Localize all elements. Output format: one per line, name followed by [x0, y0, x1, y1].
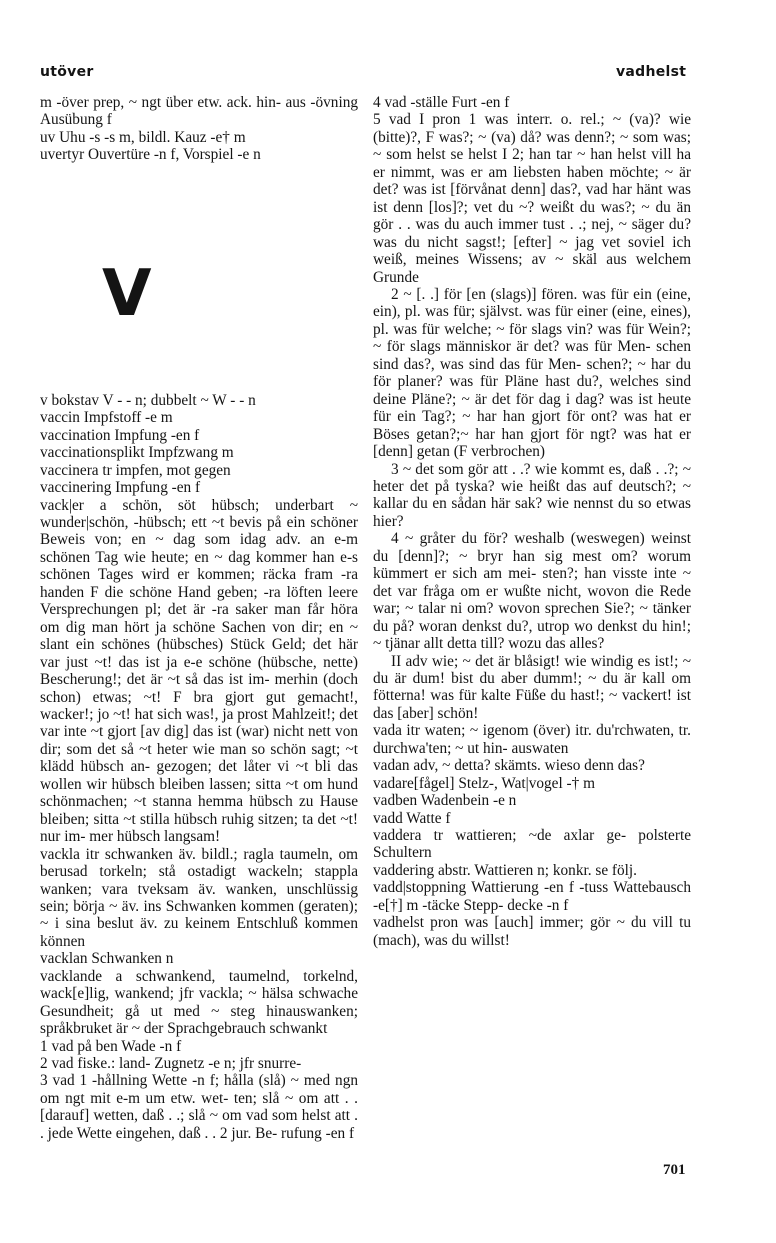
entry-vaccination: vaccination Impfung -en f [40, 426, 200, 444]
entry-vadd: vadd Watte f [373, 809, 451, 827]
entry-continuation: m -över prep, ~ ngt über etw. ack. hin- aus -övning Ausübung f [40, 94, 358, 129]
entry-vadben: vadben Wadenbein -e n [373, 792, 517, 810]
entry-vaccinationsplikt: vaccinationsplikt Impfzwang m [40, 444, 234, 462]
entry-vaddstoppning: vadd|stoppning Wattierung -en f -tuss Wattebausch -e[†] m -täcke Stepp- decke -n f [373, 879, 691, 914]
running-head-right: vadhelst [616, 64, 687, 80]
entry-5-vad-adverb: II adv wie; ~ det är blåsigt! wie windig es ist!; ~ du är dum! bist du aber dumm!; ~ du är kall om fötterna! was für kalte Füße du hast!; ~ vackert! ist das [aber] schön! [373, 652, 691, 722]
entry-vadan: vadan adv, ~ detta? skämts. wieso denn das? [373, 757, 645, 775]
entry-uv: uv Uhu -s -s m, bildl. Kauz -e† m [40, 128, 246, 146]
entry-vaddera: vaddera tr wattieren; ~de axlar ge- polsterte Schultern [373, 827, 691, 862]
entry-vacker: vack|er a schön, söt hübsch; underbart ~ wunder|schön, -hübsch; ett ~t bevis på ein schöner Beweis von; en ~ dag som idag adv. an e-m schönen Tag wie heute; en ~ dag kommer han e-s schönen Tages wird er kommen; räcka fram -ra handen F die schöne Hand geben; -ra löften leere Versprechungen pl; det är -ra saker man får höra om dig man hört ja schöne Sachen von dir; en ~ slant ein schönes (hübsches) Stück Geld; det här var just ~t! das ist ja e-e schöne (hübsche, nette) Bescherung!; det är ~t så das ist im- merhin (doch schon) etwas; ~t! F bra gjort gut gemacht!, wacker!; jo ~t! hat sich was!, ja prost Mahlzeit!; det var inte ~t gjort [av dig] das ist (war) nicht nett von dir; som det så ~t heter wie man so schön sagt; ~t klädd hübsch an- gezogen; det låter vi ~t bli das wollen wir hübsch bleiben lassen; sitta ~t om hund schönmachen; ~t stanna hemma hübsch zu Hause bleiben; sitta ~t stilla hübsch ruhig sitzen; ta det ~t! nur im- mer hübsch langsam! [40, 496, 358, 846]
entry-vada: vada itr waten; ~ igenom (över) itr. du'rchwaten, tr. durchwa'ten; ~ ut hin- auswaten [373, 722, 691, 757]
page-number: 701 [663, 1162, 686, 1178]
section-letter: V [102, 256, 152, 331]
entry-4-vad: 4 vad -ställe Furt -en f [373, 94, 510, 111]
right-column [373, 94, 691, 949]
entry-vaddering: vaddering abstr. Wattieren n; konkr. se följ. [373, 861, 637, 879]
entry-vaccinera: vaccinera tr impfen, mot gegen [40, 461, 231, 479]
entry-uvertyr: uvertyr Ouvertüre -n f, Vorspiel -e n [40, 146, 261, 164]
entry-vadhelst: vadhelst pron was [auch] immer; gör ~ du vill tu (mach), was du willst! [373, 914, 691, 949]
entry-5-vad-sense-4: 4 ~ gråter du för? weshalb (weswegen) weinst du [denn]?; ~ bryr han sig mest om? worum kümmert er sich am mei- sten?; han visste inte ~ det var fråga om er wußte nicht, wovon die Rede war; ~ talar ni om? wovon sprechen Sie?; ~ tänker du på? woran denkst du?, utrop wo denkst du hin!; ~ tjänar allt detta till? wozu das alles? [373, 530, 691, 653]
entry-vaccinering: vaccinering Impfung -en f [40, 479, 201, 497]
entry-5-vad-sense-2: 2 ~ [. .] för [en (slags)] fören. was für ein (eine, ein), pl. was für; självst. was für einer (eine, eines), pl. was für welche; ~ för slags vin? was für Wein?; ~ för slags människor är det? was für Men- schen sind das?, was sind das für Men- schen?; ~ har du för planer? was für Pläne hast du?, welches sind deine Pläne?; ~ är det för dag i dag? was ist heute für ein Tag?; ~ har han gjort för ont? was hat er Böses getan?;~ har han gjort för ngt? was hat er [denn] getan (F verbrochen) [373, 285, 691, 461]
entry-vacklan: vacklan Schwanken n [40, 950, 174, 968]
entry-5-vad: 5 vad I pron 1 was interr. o. rel.; ~ (va)? wie (bitte)?, F was?; ~ (va) då? was denn?; ~ som was; ~ som helst se helst I 2; han tar ~ han helst vill ha er nimmt, was er am liebsten haben möchte; ~ är det? was ist [förvånat denn] das?, vad har hänt was ist denn [los]?; vet du ~? weißt du was?; ~ du än gör . . was du auch immer tust . .; nej, ~ säger du? was du nicht sagst!; [efter] ~ jag vet soviel ich weiß, meines Wissens; av ~ skäl aus welchem Grunde [373, 111, 691, 286]
entry-2-vad: 2 vad fiske.: land- Zugnetz -e n; jfr snurre- [40, 1055, 302, 1073]
entry-vackla: vackla itr schwanken äv. bildl.; ragla taumeln, om berusad torkeln; stå ostadigt wackeln; stappla wanken; vara tveksam äv. wanken, unschlüssig sein; börja ~ äv. ins Schwanken kommen (geraten); ~ i sina beslut äv. zu keinem Entschluß kommen können [40, 845, 358, 950]
entry-vacklande: vacklande a schwankend, taumelnd, torkelnd, wack[e]lig, wankend; jfr vackla; ~ hälsa schwache Gesundheit; gå ut med ~ steg hinauswanken; språkbruket är ~ der Sprachgebrauch schwankt [40, 967, 358, 1038]
entry-v: v bokstav V - - n; dubbelt ~ W - - n [40, 391, 256, 409]
entry-vadarefagel: vadare[fågel] Stelz-, Wat|vogel -† m [373, 774, 595, 792]
entry-3-vad: 3 vad 1 -hållning Wette -n f; hålla (slå) ~ med ngn om ngt mit e-m um etw. wet- ten; slå ~ om att . . [darauf] wetten, daß . .; slå ~ om vad som helst att . . jede Wette eingehen, daß . . 2 jur. Be- rufung -en f [40, 1072, 358, 1142]
entry-1-vad: 1 vad på ben Wade -n f [40, 1037, 182, 1055]
left-column [40, 94, 358, 1142]
running-head-left: utöver [40, 64, 94, 80]
entry-5-vad-sense-3: 3 ~ det som gör att . .? wie kommt es, daß . .?; ~ heter det på tyska? wie heißt das auf deutsch?; ~ kallar du en sådan här sak? wie nennst du so etwas hier? [373, 460, 691, 530]
entry-vaccin: vaccin Impfstoff -e m [40, 409, 173, 427]
